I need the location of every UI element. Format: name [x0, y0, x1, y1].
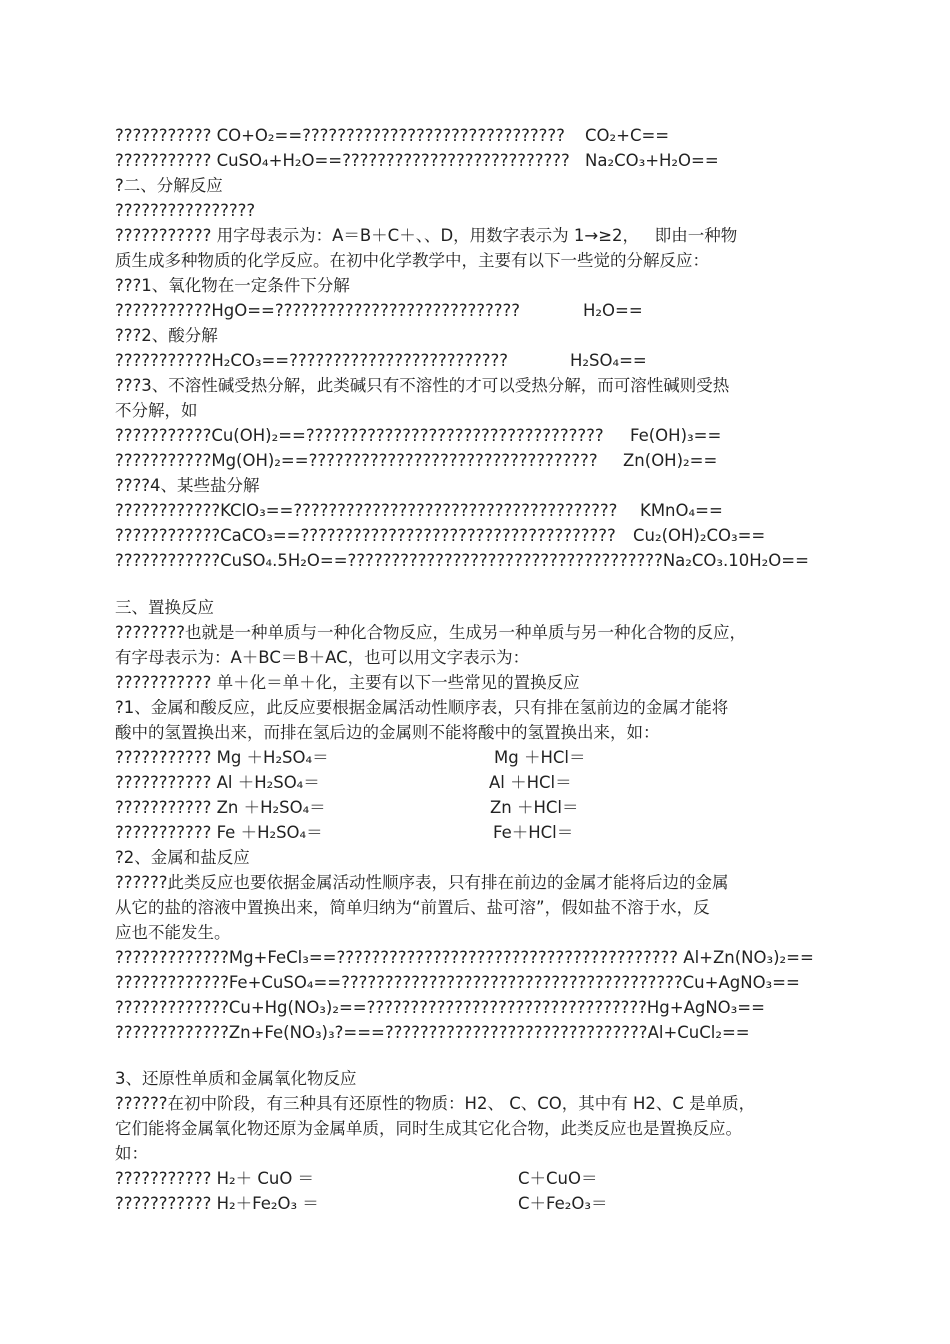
line-text: ??????????? 单＋化＝单＋化，主要有以下一些常见的置换反应: [115, 673, 580, 692]
line-text-right: CO₂+C==: [585, 126, 670, 145]
line-text: ???????????H₂CO₃==?????????????????????????: [115, 351, 509, 370]
section-heading: [115, 174, 223, 198]
subsection-heading: [115, 324, 218, 348]
line-text: 三、置换反应: [115, 598, 214, 617]
line-text-right: Zn(OH)₂==: [623, 451, 718, 470]
line-text: 酸中的氢置换出来，而排在氢后边的金属则不能将酸中的氢置换出来，如：: [115, 723, 660, 742]
line-text: ????????????KClO₃==?????????????????????????????????????: [115, 501, 618, 520]
line-text: ???3、不溶性碱受热分解，此类碱只有不溶性的才可以受热分解，而可溶性碱则受热: [115, 376, 730, 395]
text-line: [115, 199, 255, 223]
line-text: ?????????????Fe+CuSO₄==???????????????????????????????????????Cu+AgNO₃==: [115, 973, 800, 992]
text-line: [115, 996, 765, 1020]
line-text: ??????????? Fe ＋H₂SO₄＝: [115, 823, 323, 842]
text-line: [115, 871, 729, 895]
text-line: [115, 621, 746, 645]
subsection-heading: [115, 474, 260, 498]
line-text: 它们能将金属氧化物还原为金属单质，同时生成其它化合物，此类反应也是置换反应。: [115, 1119, 742, 1138]
line-text: ??????????? H₂＋Fe₂O₃ ＝: [115, 1194, 319, 1213]
text-line: [115, 249, 709, 273]
text-line: [115, 646, 529, 670]
text-line: [115, 1142, 148, 1166]
text-line: [115, 499, 723, 523]
line-text: ????????????CuSO₄.5H₂O==????????????????????????????????????Na₂CO₃.10H₂O==: [115, 551, 809, 570]
text-line: [115, 224, 737, 248]
line-text: ??????此类反应也要依据金属活动性顺序表，只有排在前边的金属才能将后边的金属: [115, 873, 729, 892]
line-text: ??????????? CO+O₂==??????????????????????????????: [115, 126, 565, 145]
line-text: ?????????????Cu+Hg(NO₃)₂==????????????????????????????????Hg+AgNO₃==: [115, 998, 765, 1017]
text-line: [115, 1117, 742, 1141]
line-text: 有字母表示为：A＋BC＝B＋AC，也可以用文字表示为：: [115, 648, 530, 667]
line-text: ??????????? CuSO₄+H₂O==??????????????????????????: [115, 151, 570, 170]
line-text: ?二、分解反应: [115, 176, 223, 195]
line-text-right: Na₂CO₃+H₂O==: [585, 151, 719, 170]
text-line: [115, 1021, 750, 1045]
text-line: [115, 149, 719, 173]
line-text-right: Zn ＋HCl＝: [490, 798, 579, 817]
line-text: ??????在初中阶段，有三种具有还原性的物质：H2、 C、CO，其中有 H2、C 是单质，: [115, 1094, 756, 1113]
line-text-right: Cu₂(OH)₂CO₃==: [633, 526, 766, 545]
subsection-heading: [115, 374, 729, 398]
text-line: [115, 349, 647, 373]
line-text: ??????????? Mg ＋H₂SO₄＝: [115, 748, 329, 767]
line-text: ?2、金属和盐反应: [115, 848, 250, 867]
text-line: [115, 424, 722, 448]
text-line: [115, 1092, 755, 1116]
line-text: ???????????HgO==????????????????????????????: [115, 301, 521, 320]
line-text: ??????????? H₂＋ CuO ＝: [115, 1169, 315, 1188]
text-line: [115, 299, 643, 323]
line-text: ??????????? Al ＋H₂SO₄＝: [115, 773, 320, 792]
line-text: 如：: [115, 1144, 148, 1163]
text-line: [115, 921, 231, 945]
text-line: [115, 821, 574, 845]
line-text: ??????????? 用字母表示为：A＝B＋C＋、、D，用数字表示为 1→≥2， 即由一种物: [115, 226, 738, 245]
line-text: ???2、酸分解: [115, 326, 218, 345]
text-line: [115, 1192, 608, 1216]
line-text: ????????????CaCO₃==????????????????????????????????????: [115, 526, 616, 545]
text-line: [115, 721, 660, 745]
line-text-right: Fe(OH)₃==: [630, 426, 722, 445]
line-text: ???????????Mg(OH)₂==?????????????????????????????????: [115, 451, 598, 470]
text-line: [115, 124, 670, 148]
subsection-heading: [115, 696, 728, 720]
text-line: [115, 971, 800, 995]
line-text-right: C＋Fe₂O₃＝: [518, 1194, 608, 1213]
section-heading: [115, 596, 214, 620]
subsection-heading: [115, 846, 250, 870]
line-text-right: Mg ＋HCl＝: [494, 748, 586, 767]
text-line: [115, 1167, 598, 1191]
text-line: [115, 549, 809, 573]
text-line: [115, 524, 766, 548]
line-text-right: Al ＋HCl＝: [489, 773, 572, 792]
text-line: [115, 449, 718, 473]
line-text: ????????也就是一种单质与一种化合物反应，生成另一种单质与另一种化合物的反应，: [115, 623, 747, 642]
text-line: [115, 896, 710, 920]
line-text: ?1、金属和酸反应，此反应要根据金属活动性顺序表，只有排在氢前边的金属才能将: [115, 698, 729, 717]
line-text: ???1、氧化物在一定条件下分解: [115, 276, 350, 295]
text-line: [115, 671, 580, 695]
text-line: [115, 796, 579, 820]
line-text-right: Fe＋HCl＝: [493, 823, 574, 842]
text-line: [115, 746, 586, 770]
line-text: 3、还原性单质和金属氧化物反应: [115, 1069, 357, 1088]
text-line: [115, 946, 814, 970]
line-text: 从它的盐的溶液中置换出来，简单归纳为“前置后、盐可溶”，假如盐不溶于水，反: [115, 898, 710, 917]
line-text: ???????????Cu(OH)₂==??????????????????????????????????: [115, 426, 604, 445]
line-text: ????????????????: [115, 201, 256, 220]
line-text: ??????????? Zn ＋H₂SO₄＝: [115, 798, 326, 817]
line-text: 应也不能发生。: [115, 923, 231, 942]
line-text: ?????????????Mg+FeCl₃==??????????????????????????????????????? Al+Zn(NO₃)₂==: [115, 948, 814, 967]
line-text-right: KMnO₄==: [640, 501, 723, 520]
text-line: [115, 771, 572, 795]
line-text: ?????????????Zn+Fe(NO₃)₃?===??????????????????????????????Al+CuCl₂==: [115, 1023, 750, 1042]
subsection-heading: [115, 274, 350, 298]
subsection-heading: [115, 1067, 357, 1091]
line-text: ????4、某些盐分解: [115, 476, 260, 495]
line-text: 不分解，如: [115, 401, 198, 420]
line-text-right: C＋CuO＝: [518, 1169, 598, 1188]
line-text-right: H₂O==: [583, 301, 643, 320]
line-text: 质生成多种物质的化学反应。在初中化学教学中，主要有以下一些觉的分解反应：: [115, 251, 709, 270]
line-text-right: H₂SO₄==: [570, 351, 647, 370]
text-line: [115, 399, 198, 423]
